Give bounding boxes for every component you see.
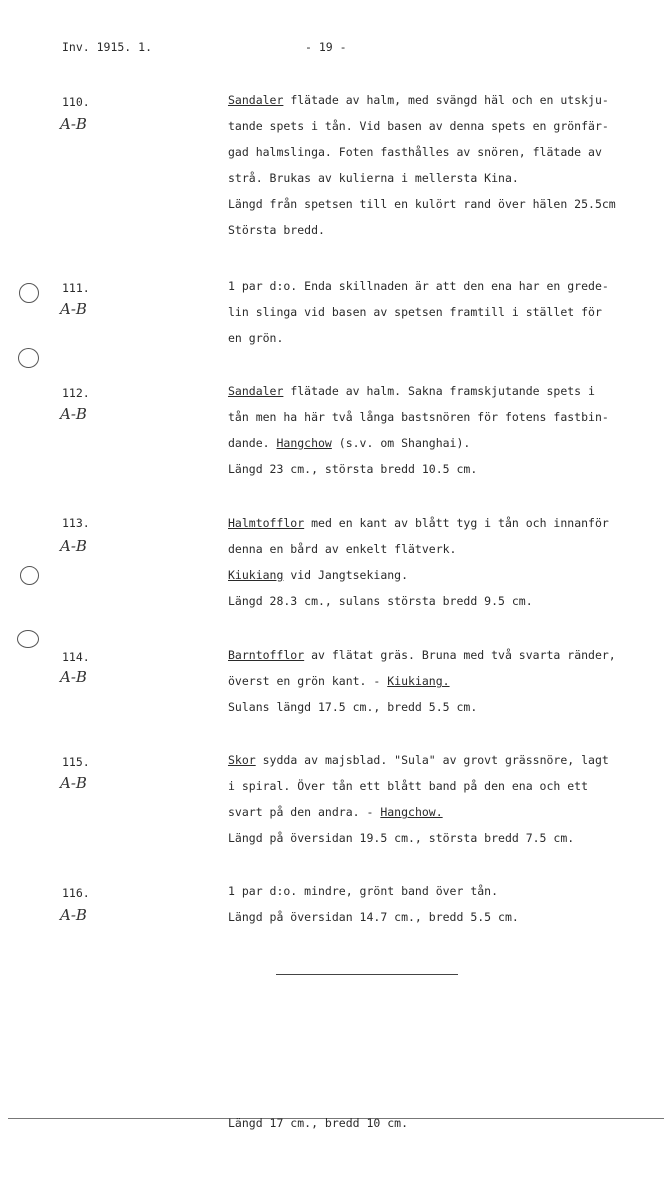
pencil-circle-mark [18, 348, 39, 368]
entry-number: 112. [62, 386, 90, 400]
text-line: tande spets i tån. Vid basen av denna spets en grönfär- [228, 119, 609, 133]
place-name: Kiukiang [228, 568, 284, 582]
handwritten-mark: A-B [60, 906, 87, 924]
entry-text: Skor sydda av majsblad. "Sula" av grovt grässnöre, lagt i spiral. Över tån ett blått band på den ena och ett svart på den andra. - Hangchow. Längd på översidan 19.5 cm., största bredd 7.5 cm. [228, 747, 609, 851]
place-name: Kiukiang. [387, 674, 450, 688]
text-line: lin slinga vid basen av spetsen framtill i stället för [228, 305, 602, 319]
pencil-circle-mark [19, 283, 39, 303]
entry-number: 113. [62, 516, 90, 530]
handwritten-mark: A-B [60, 405, 87, 423]
entry-number: 111. [62, 281, 90, 295]
entry-text [228, 273, 609, 351]
text-line: denna en bård av enkelt flätverk. [228, 542, 457, 556]
text-line: tån men ha här två långa bastsnören för fotens fastbin- [228, 410, 609, 424]
object-term: Skor [228, 753, 256, 767]
text-line: en grön. [228, 331, 284, 345]
section-divider [276, 974, 458, 975]
text-line: Längd 23 cm., största bredd 10.5 cm. [228, 462, 478, 476]
text-line: 1 par d:o. Enda skillnaden är att den ena har en grede- [228, 279, 609, 293]
handwritten-mark: A-B [60, 300, 87, 318]
pencil-circle-mark [20, 566, 39, 585]
handwritten-mark: A-B [60, 668, 87, 686]
text-line: strå. Brukas av kulierna i mellersta Kina. [228, 171, 519, 185]
handwritten-mark: A-B [60, 115, 87, 133]
object-term: Barntofflor [228, 648, 305, 662]
handwritten-mark: A-B [60, 537, 87, 555]
footer-note: Längd 17 cm., bredd 10 cm. [228, 1116, 409, 1130]
entry-number: 114. [62, 650, 90, 664]
entry-number: 110. [62, 95, 90, 109]
page-number: - 19 - [305, 40, 347, 54]
entry-text: Sandaler flätade av halm, med svängd häl och en utskju- tande spets i tån. Vid basen av denna spets en grönfär- gad halmslinga. Foten fasthålles av snören, flätade av strå. Brukas av kulierna i mellersta Kina. Längd från spetsen till en kulört rand över hälen 25.5cm Största bredd. [228, 87, 616, 243]
pencil-circle-mark [17, 630, 39, 648]
text-line: Längd 28.3 cm., sulans största bredd 9.5 cm. [228, 594, 533, 608]
entry-text: Sandaler flätade av halm. Sakna framskjutande spets i tån men ha här två långa bastsnören för fotens fastbin- dande. Hangchow (s.v. om Shanghai). Längd 23 cm., största bredd 10.5 cm. [228, 378, 609, 482]
place-name: Hangchow [276, 436, 332, 450]
entry-number: 115. [62, 755, 90, 769]
place-name: Hangchow. [380, 805, 443, 819]
object-term: Sandaler [228, 93, 284, 107]
text-line: i spiral. Över tån ett blått band på den ena och ett [228, 779, 589, 793]
text-line: 1 par d:o. mindre, grönt band över tån. [228, 884, 499, 898]
object-term: Halmtofflor [228, 516, 305, 530]
text-line: Största bredd. [228, 223, 325, 237]
text-line: Längd på översidan 14.7 cm., bredd 5.5 cm. [228, 910, 519, 924]
inventory-header: Inv. 1915. 1. [62, 40, 153, 54]
object-term: Sandaler [228, 384, 284, 398]
text-line: gad halmslinga. Foten fasthålles av snören, flätade av [228, 145, 602, 159]
entry-text: Barntofflor av flätat gräs. Bruna med två svarta ränder, överst en grön kant. - Kiukiang. Sulans längd 17.5 cm., bredd 5.5 cm. [228, 642, 616, 720]
entry-text [228, 878, 519, 930]
text-line: Längd på översidan 19.5 cm., största bredd 7.5 cm. [228, 831, 575, 845]
entry-text: Halmtofflor med en kant av blått tyg i tån och innanför denna en bård av enkelt flätverk. Kiukiang vid Jangtsekiang. Längd 28.3 cm., sulans största bredd 9.5 cm. [228, 510, 609, 614]
handwritten-mark: A-B [60, 774, 87, 792]
text-line: Längd från spetsen till en kulört rand över hälen 25.5cm [228, 197, 616, 211]
text-line: Sulans längd 17.5 cm., bredd 5.5 cm. [228, 700, 478, 714]
entry-number: 116. [62, 886, 90, 900]
